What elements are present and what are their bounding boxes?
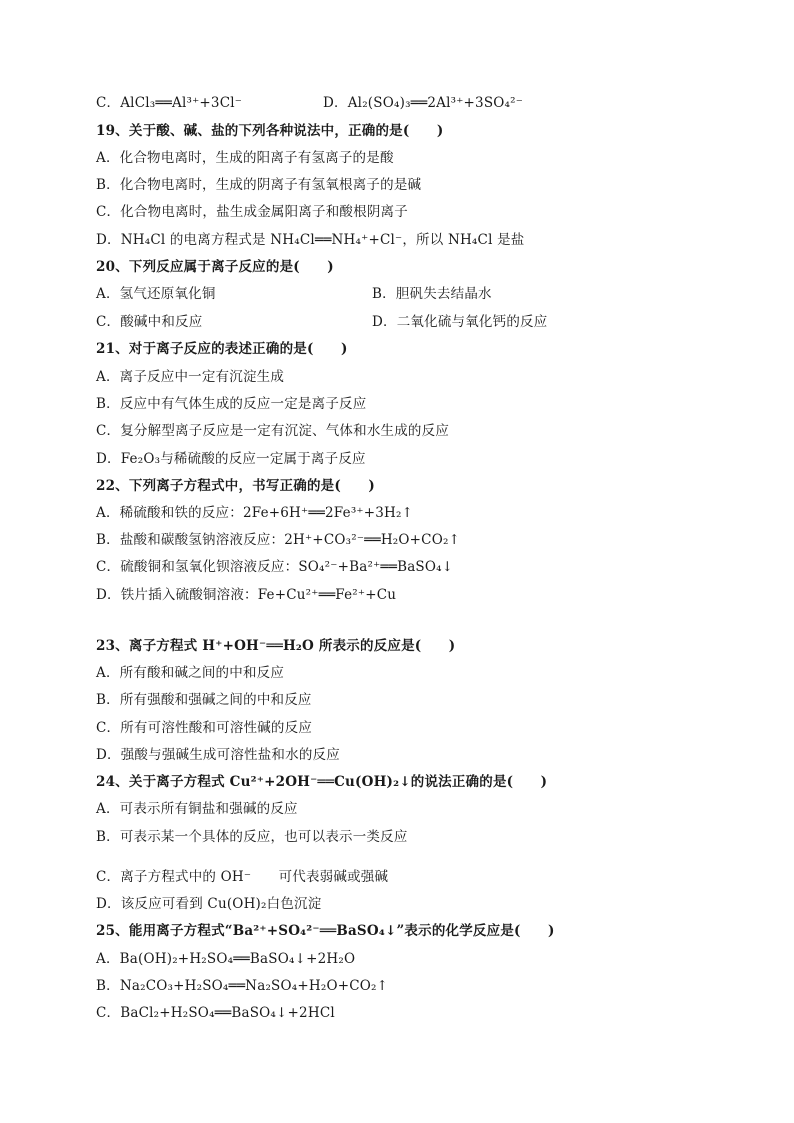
- option-20a: A．氢气还原氧化铜: [96, 286, 216, 302]
- option-22d: D．铁片插入硫酸铜溶液：Fe+Cu²⁺══Fe²⁺+Cu: [96, 587, 397, 603]
- option-18c: C．AlCl₃══Al³⁺+3Cl⁻: [96, 95, 243, 111]
- option-20b: B．胆矾失去结晶水: [372, 286, 492, 302]
- option-22b: B．盐酸和碳酸氢钠溶液反应：2H⁺+CO₃²⁻══H₂O+CO₂↑: [96, 532, 461, 548]
- option-19c: C．化合物电离时，盐生成金属阳离子和酸根阴离子: [96, 204, 408, 220]
- question-19: 19、关于酸、碱、盐的下列各种说法中，正确的是( ): [96, 123, 444, 139]
- option-19d: D．NH₄Cl 的电离方程式是 NH₄Cl══NH₄⁺+Cl⁻，所以 NH₄Cl 是盐: [96, 232, 525, 248]
- question-25: 25、能用离子方程式“Ba²⁺+SO₄²⁻══BaSO₄↓”表示的化学反应是( ): [96, 923, 555, 939]
- question-23: 23、离子方程式 H⁺+OH⁻══H₂O 所表示的反应是( ): [96, 638, 456, 654]
- question-22: 22、下列离子方程式中，书写正确的是( ): [96, 478, 375, 494]
- option-23b: B．所有强酸和强碱之间的中和反应: [96, 692, 312, 708]
- option-19a: A．化合物电离时，生成的阳离子有氢离子的是酸: [96, 150, 394, 166]
- option-19b: B．化合物电离时，生成的阴离子有氢氧根离子的是碱: [96, 177, 422, 193]
- option-20d: D．二氧化硫与氧化钙的反应: [372, 314, 548, 330]
- option-18d: D．Al₂(SO₄)₃══2Al³⁺+3SO₄²⁻: [323, 95, 524, 111]
- option-20c: C．酸碱中和反应: [96, 314, 203, 330]
- option-22a: A．稀硫酸和铁的反应：2Fe+6H⁺══2Fe³⁺+3H₂↑: [96, 505, 414, 521]
- option-24a: A．可表示所有铜盐和强碱的反应: [96, 801, 298, 817]
- option-23c: C．所有可溶性酸和可溶性碱的反应: [96, 720, 313, 736]
- option-25b: B．Na₂CO₃+H₂SO₄══Na₂SO₄+H₂O+CO₂↑: [96, 978, 389, 994]
- option-24c: C．离子方程式中的 OH⁻ 可代表弱碱或强碱: [96, 869, 389, 885]
- question-24: 24、关于离子方程式 Cu²⁺+2OH⁻══Cu(OH)₂↓的说法正确的是( ): [96, 774, 548, 790]
- option-21a: A．离子反应中一定有沉淀生成: [96, 369, 285, 385]
- option-25a: A．Ba(OH)₂+H₂SO₄══BaSO₄↓+2H₂O: [96, 951, 356, 967]
- option-23d: D．强酸与强碱生成可溶性盐和水的反应: [96, 747, 340, 763]
- option-21b: B．反应中有气体生成的反应一定是离子反应: [96, 396, 367, 412]
- question-20: 20、下列反应属于离子反应的是( ): [96, 259, 334, 275]
- option-24b: B．可表示某一个具体的反应，也可以表示一类反应: [96, 829, 408, 845]
- option-23a: A．所有酸和碱之间的中和反应: [96, 665, 285, 681]
- option-21c: C．复分解型离子反应是一定有沉淀、气体和水生成的反应: [96, 423, 450, 439]
- option-21d: D．Fe₂O₃与稀硫酸的反应一定属于离子反应: [96, 451, 366, 467]
- question-21: 21、对于离子反应的表述正确的是( ): [96, 341, 348, 357]
- option-25c: C．BaCl₂+H₂SO₄══BaSO₄↓+2HCl: [96, 1005, 335, 1021]
- option-22c: C．硫酸铜和氢氧化钡溶液反应：SO₄²⁻+Ba²⁺══BaSO₄↓: [96, 559, 454, 575]
- option-24d: D．该反应可看到 Cu(OH)₂白色沉淀: [96, 896, 322, 912]
